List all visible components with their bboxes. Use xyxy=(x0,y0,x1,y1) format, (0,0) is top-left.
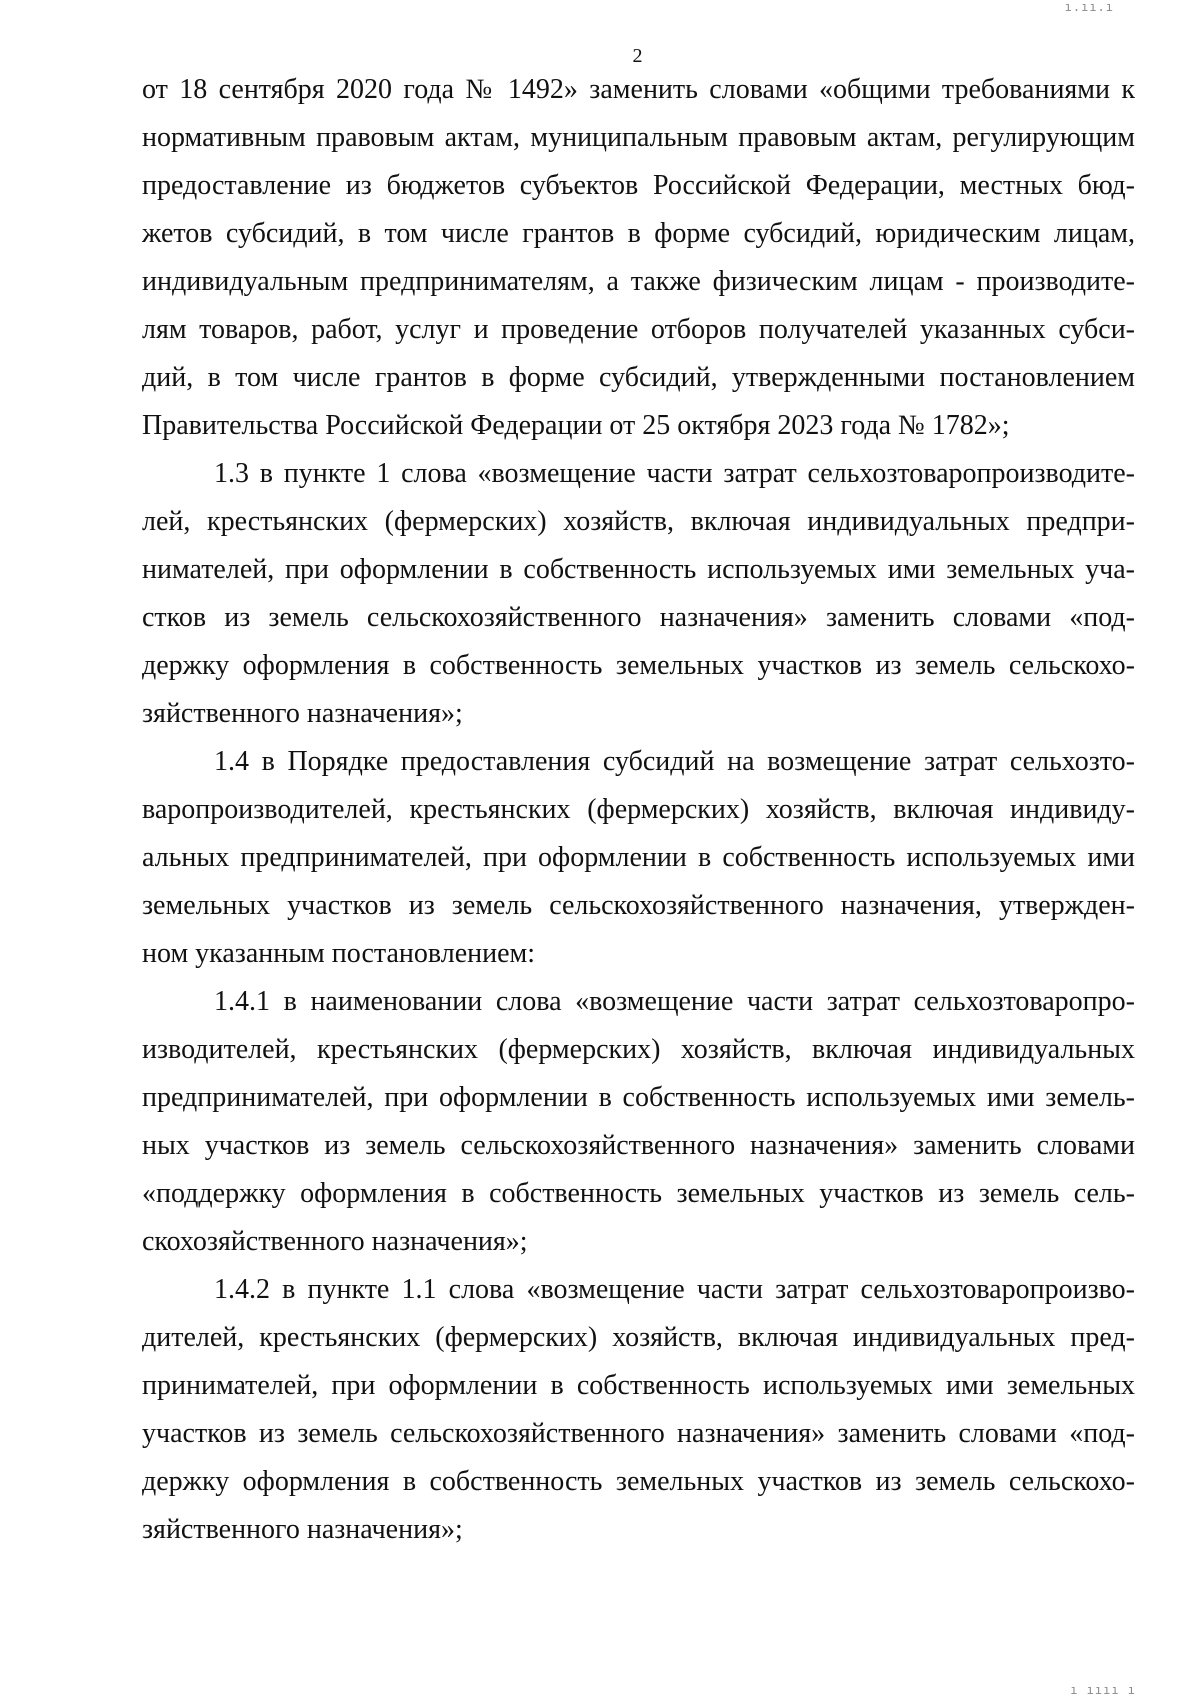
paragraph xyxy=(142,1266,1135,1554)
text-line: дителей, крестьянских (фермерских) хозяйств, включая индивидуальных пред- xyxy=(142,1322,1135,1353)
text-line: предоставление из бюджетов субъектов Российской Федерации, местных бюд- xyxy=(142,170,1135,201)
text-line: 1.4 в Порядке предоставления субсидий на возмещение затрат сельхозто- xyxy=(214,746,1135,777)
paragraph xyxy=(142,66,1135,450)
text-line: 1.4.1 в наименовании слова «возмещение части затрат сельхозтоваропро- xyxy=(214,986,1135,1017)
text-line: от 18 сентября 2020 года № 1492» заменить словами «общими требованиями к xyxy=(142,74,1135,105)
scan-mark-top: ı.ıı.ı xyxy=(1064,0,1114,14)
text-line: лям товаров, работ, услуг и проведение отборов получателей указанных субси- xyxy=(142,314,1135,345)
text-line: держку оформления в собственность земельных участков из земель сельскохо- xyxy=(142,650,1135,681)
text-line: стков из земель сельскохозяйственного назначения» заменить словами «под- xyxy=(142,602,1135,633)
text-line: 1.3 в пункте 1 слова «возмещение части затрат сельхозтоваропроизводите- xyxy=(214,458,1135,489)
text-line: «поддержку оформления в собственность земельных участков из земель сель- xyxy=(142,1178,1135,1209)
text-line: ном указанным постановлением: xyxy=(142,938,536,969)
text-line: изводителей, крестьянских (фермерских) хозяйств, включая индивидуальных xyxy=(142,1034,1135,1065)
text-line: дий, в том числе грантов в форме субсидий, утвержденными постановлением xyxy=(142,362,1135,393)
paragraph xyxy=(142,738,1135,978)
text-line: жетов субсидий, в том числе грантов в форме субсидий, юридическим лицам, xyxy=(142,218,1135,249)
text-line: держку оформления в собственность земельных участков из земель сельскохо- xyxy=(142,1466,1135,1497)
page-number: 2 xyxy=(632,45,643,67)
text-line: принимателей, при оформлении в собственность используемых ими земельных xyxy=(142,1370,1135,1401)
text-line: нормативным правовым актам, муниципальным правовым актам, регулирующим xyxy=(142,122,1135,153)
text-line: варопроизводителей, крестьянских (фермерских) хозяйств, включая индивиду- xyxy=(142,794,1135,825)
text-line: скохозяйственного назначения»; xyxy=(142,1226,528,1257)
text-line: индивидуальным предпринимателям, а также физическим лицам - производите- xyxy=(142,266,1135,297)
paragraph xyxy=(142,450,1135,738)
document-body xyxy=(142,66,1135,1554)
text-line: зяйственного назначения»; xyxy=(142,698,463,729)
paragraph xyxy=(142,978,1135,1266)
text-line: нимателей, при оформлении в собственность используемых ими земельных уча- xyxy=(142,554,1135,585)
text-line: участков из земель сельскохозяйственного назначения» заменить словами «под- xyxy=(142,1418,1135,1449)
text-line: альных предпринимателей, при оформлении в собственность используемых ими xyxy=(142,842,1135,873)
text-line: лей, крестьянских (фермерских) хозяйств, включая индивидуальных предпри- xyxy=(142,506,1135,537)
scan-mark-bottom: ı ıııı ı xyxy=(1070,1683,1136,1697)
text-line: земельных участков из земель сельскохозяйственного назначения, утвержден- xyxy=(142,890,1135,921)
text-line: ных участков из земель сельскохозяйственного назначения» заменить словами xyxy=(142,1130,1135,1161)
text-line: 1.4.2 в пункте 1.1 слова «возмещение части затрат сельхозтоваропроизво- xyxy=(214,1274,1135,1305)
text-line: Правительства Российской Федерации от 25 октября 2023 года № 1782»; xyxy=(142,410,1010,441)
text-line: предпринимателей, при оформлении в собственность используемых ими земель- xyxy=(142,1082,1135,1113)
text-line: зяйственного назначения»; xyxy=(142,1514,463,1545)
